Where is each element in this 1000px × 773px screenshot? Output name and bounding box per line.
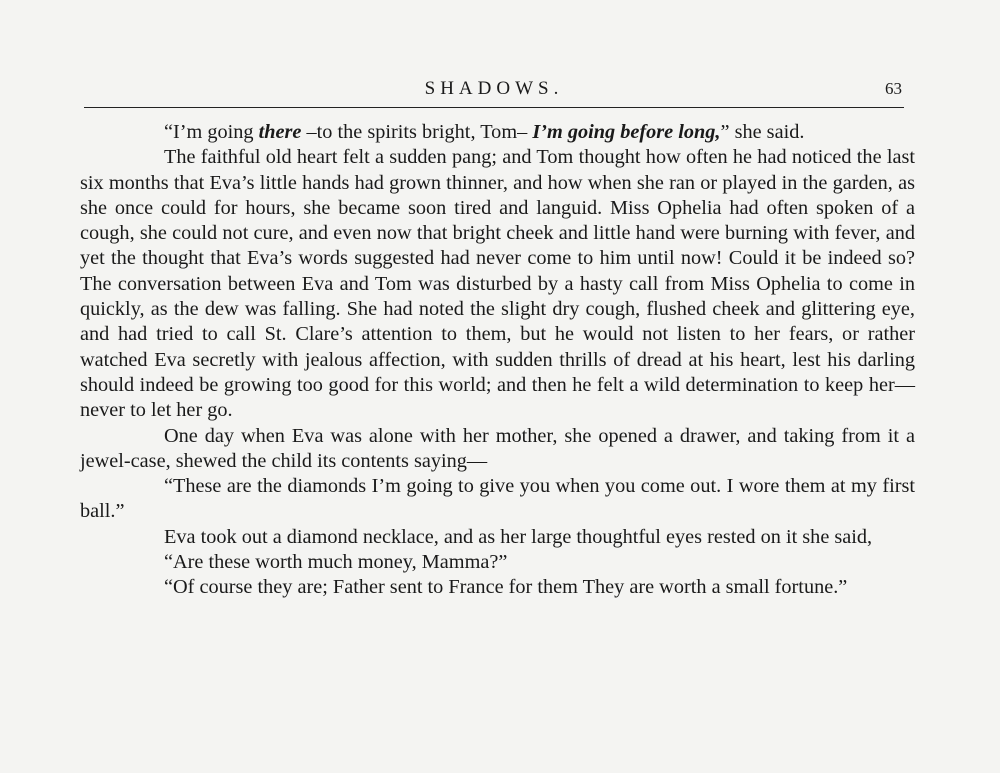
paragraph: [80, 145, 915, 423]
running-title: SHADOWS.: [424, 78, 564, 99]
italic-text: I’m going before long,: [532, 121, 721, 143]
body-text: [80, 120, 915, 601]
page-number: 63: [885, 79, 902, 98]
paragraph: [80, 550, 915, 575]
paragraph: [80, 575, 915, 600]
paragraph: [80, 120, 915, 145]
paragraph: [80, 424, 915, 475]
text-run: One day when Eva was alone with her mother, she opened a drawer, and taking from it a jewel-case, shewed the child its contents saying—: [80, 424, 915, 472]
text-run: “Are these worth much money, Mamma?”: [164, 551, 508, 574]
text-run: ” she said.: [720, 121, 805, 143]
text-run: Eva took out a diamond necklace, and as her large thoughtful eyes rested on it she said,: [164, 525, 873, 548]
paragraph: [80, 525, 915, 550]
page-header: [84, 78, 904, 102]
paragraph: [80, 474, 915, 525]
text-run: –to the spirits bright, Tom–: [301, 121, 533, 143]
text-run: The faithful old heart felt a sudden pang; and Tom thought how often he had noticed the last six months that Eva’s little hands had grown thinner, and how when she ran or played in the garden, as she once could for hours, she became soon tired and languid. Miss Ophelia had often spoken of a cough, she could not cure, and even now that bright cheek and little hand were burning with fever, and yet the thought that Eva’s words suggested had never come to him until now! Could it be indeed so? The conversation between Eva and Tom was disturbed by a hasty call from Miss Ophelia to come in quickly, as the dew was falling. She had noted the slight dry cough, flushed cheek and glittering eye, and had tried to call St. Clare’s attention to them, but he would not listen to her fears, or rather watched Eva secretly with jealous affection, with sudden thrills of dread at his heart, lest his darling should indeed be growing too good for this world; and then he felt a wild determination to keep her—never to let her go.: [80, 146, 915, 422]
text-run: “Of course they are; Father sent to France for them They are worth a small fortune.”: [164, 576, 848, 599]
text-run: “These are the diamonds I’m going to give you when you come out. I wore them at my first ball.”: [80, 475, 915, 523]
text-run: “I’m going: [164, 121, 259, 143]
italic-text: there: [258, 121, 302, 143]
header-rule: [84, 107, 904, 108]
